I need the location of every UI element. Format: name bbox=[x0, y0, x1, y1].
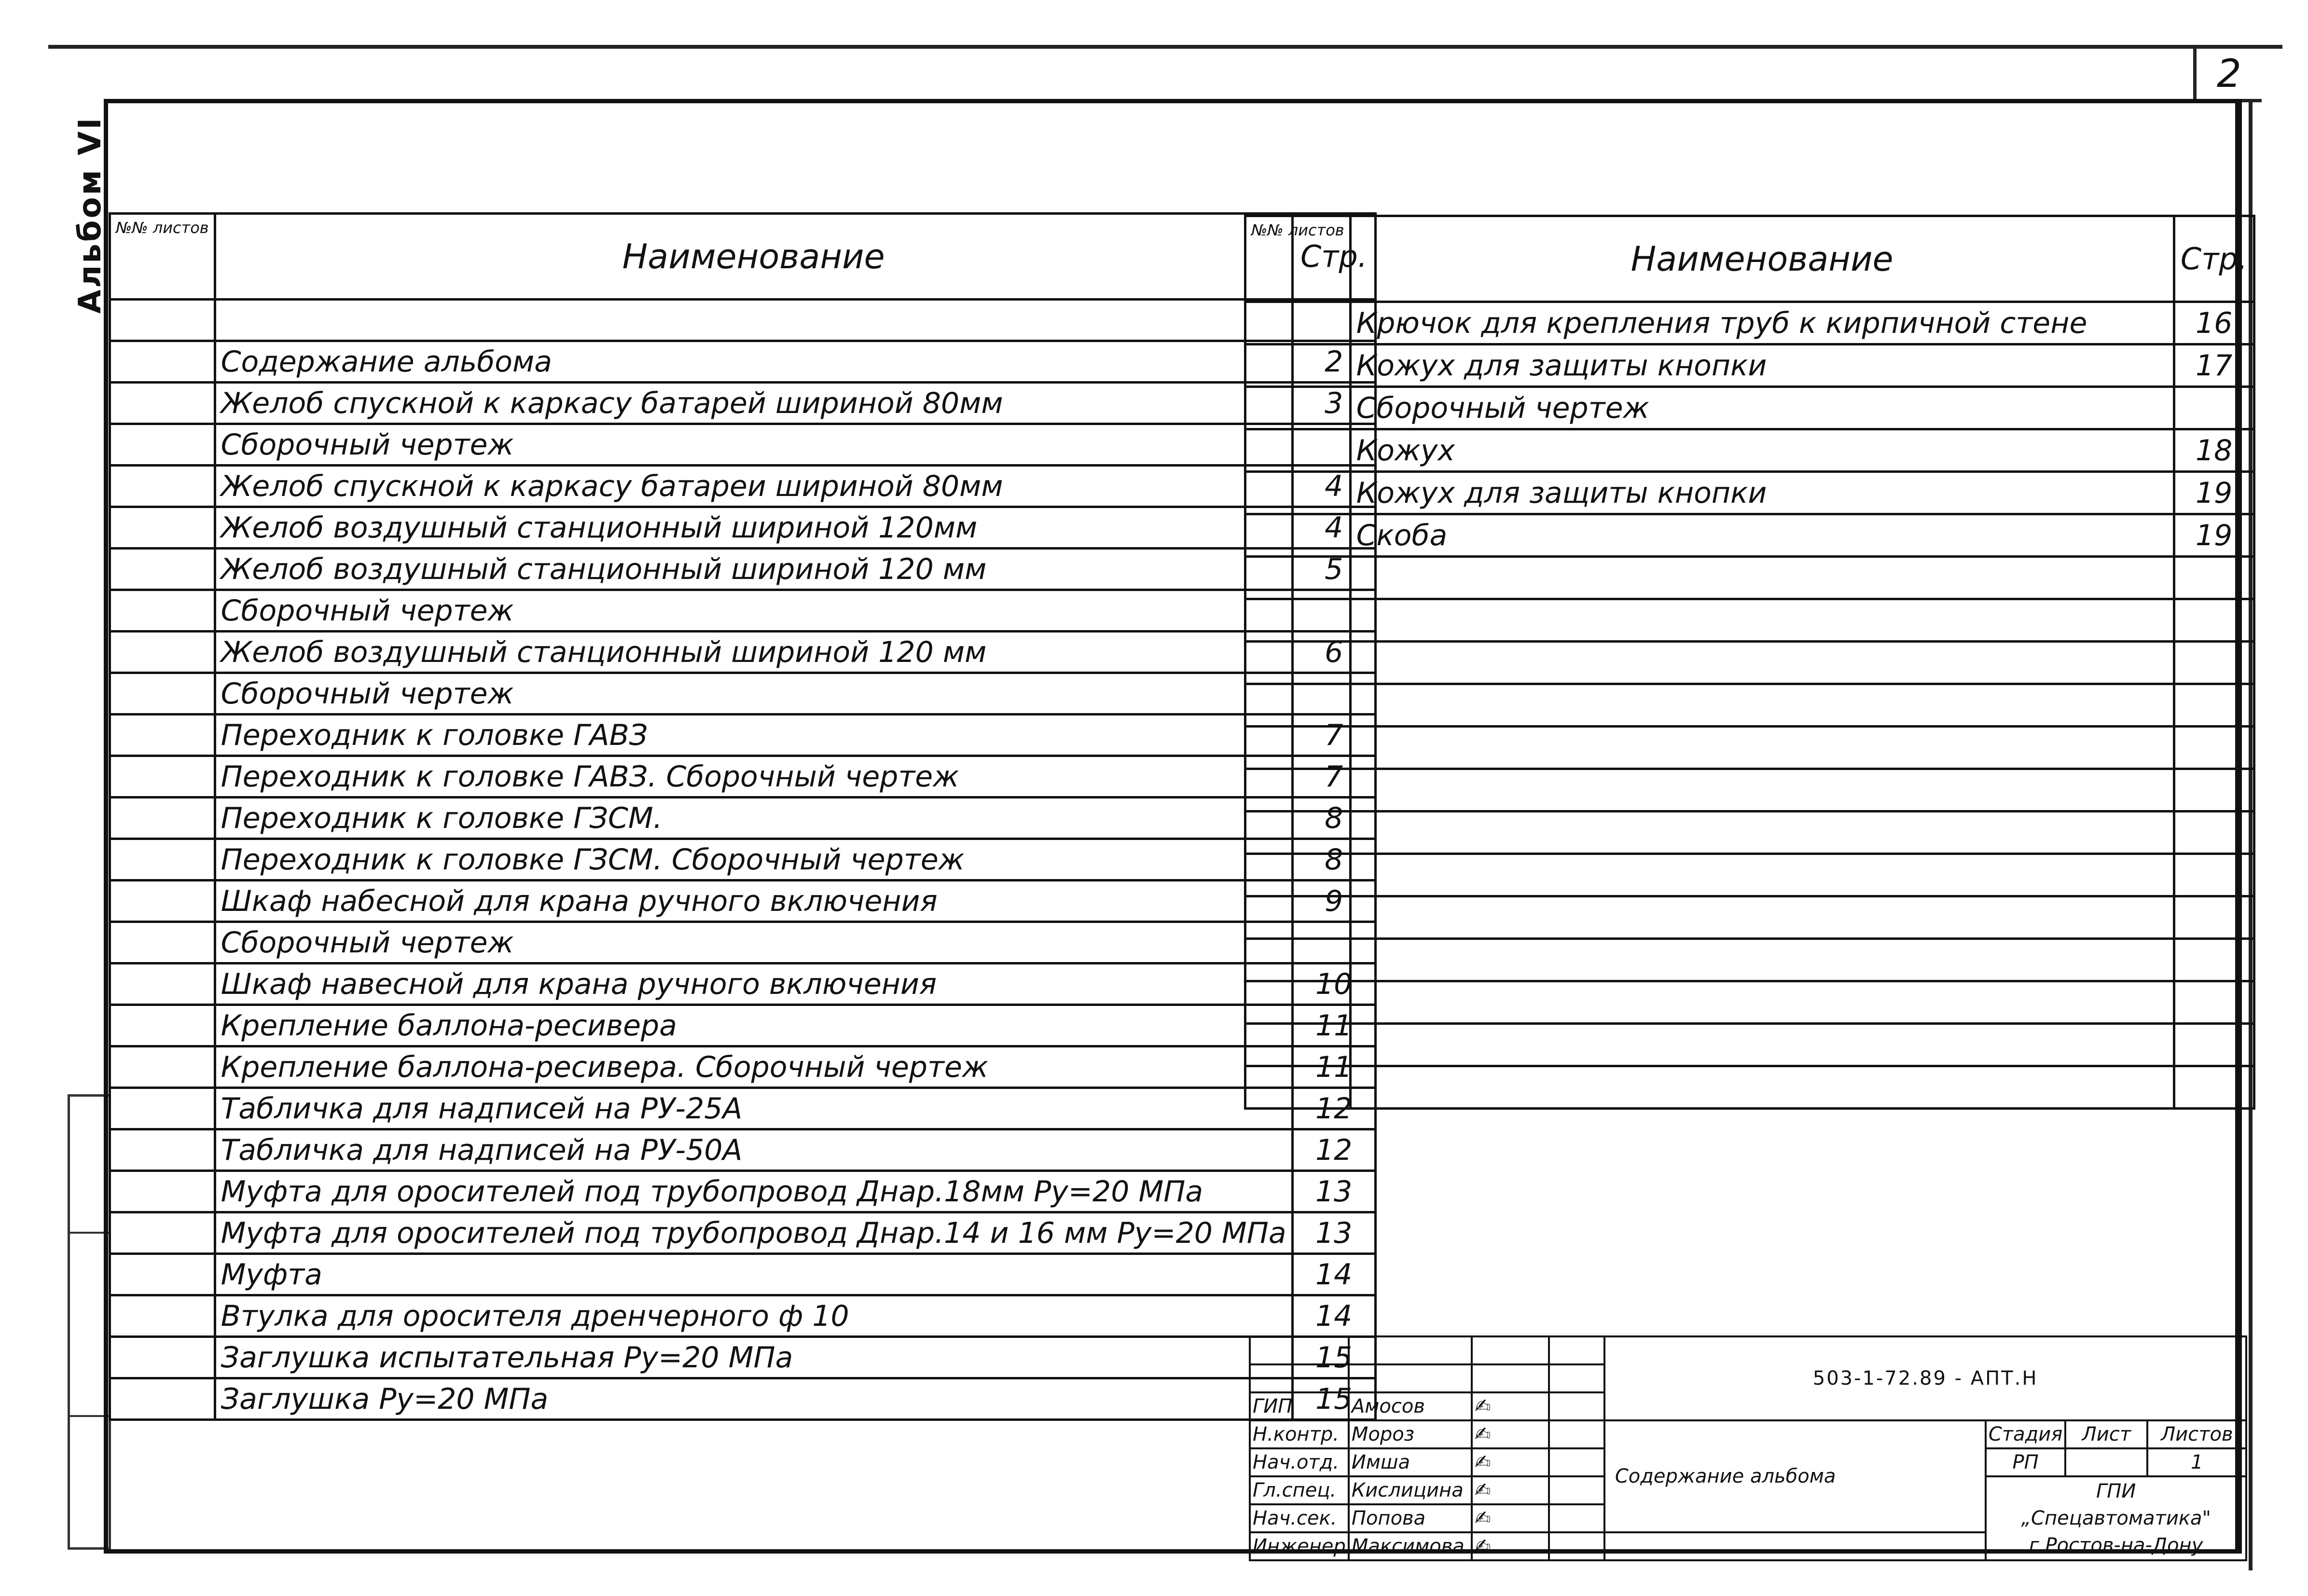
row-name: Желоб спускной к каркасу батареи шириной 80мм bbox=[215, 466, 1292, 507]
column-header-sheet-numbers: №№ листов bbox=[110, 214, 215, 300]
table-row bbox=[110, 1005, 1376, 1046]
staff-signature: ✍ bbox=[1472, 1420, 1549, 1448]
title-block-empty-cell bbox=[1549, 1476, 1604, 1504]
table-row bbox=[1245, 514, 2254, 557]
title-block-empty-cell bbox=[1549, 1336, 1604, 1364]
row-name: Сборочный чертеж bbox=[215, 590, 1292, 632]
row-page: 15 bbox=[1292, 1337, 1375, 1378]
row-sheet-number bbox=[1245, 344, 1351, 387]
row-page: 15 bbox=[1292, 1378, 1375, 1420]
row-sheet-number bbox=[110, 715, 215, 756]
row-name: Переходник к головке ГЗСМ. bbox=[215, 798, 1292, 839]
table-row bbox=[1245, 472, 2254, 514]
table-row bbox=[110, 1254, 1376, 1295]
margin-album-label: Альбом VI bbox=[72, 116, 108, 314]
title-block-empty-cell bbox=[1549, 1532, 1604, 1560]
row-name: Сборочный чертеж bbox=[215, 673, 1292, 715]
row-page: 8 bbox=[1292, 798, 1375, 839]
table-row bbox=[110, 300, 1376, 341]
row-sheet-number bbox=[110, 383, 215, 424]
table-row bbox=[1245, 302, 2254, 344]
table-row bbox=[110, 756, 1376, 798]
row-name: Табличка для надписей на РУ-50А bbox=[215, 1129, 1292, 1171]
row-sheet-number bbox=[1245, 854, 1351, 896]
row-name: Кожух для защиты кнопки bbox=[1350, 472, 2174, 514]
row-sheet-number bbox=[1245, 981, 1351, 1024]
row-sheet-number bbox=[110, 1212, 215, 1254]
title-block-empty-cell bbox=[1472, 1364, 1549, 1392]
top-border-line bbox=[48, 45, 2282, 49]
row-page bbox=[2174, 599, 2254, 642]
table-row bbox=[110, 1212, 1376, 1254]
table-row bbox=[110, 341, 1376, 383]
row-page bbox=[2174, 812, 2254, 854]
organization-block bbox=[1986, 1476, 2246, 1560]
row-name bbox=[1350, 599, 2174, 642]
row-page: 5 bbox=[1292, 549, 1375, 590]
row-name: Кожух для защиты кнопки bbox=[1350, 344, 2174, 387]
sheet-value bbox=[2065, 1448, 2147, 1476]
row-sheet-number bbox=[1245, 557, 1351, 599]
column-header-name: Наименование bbox=[1350, 216, 2174, 302]
row-name: Желоб воздушный станционный шириной 120мм bbox=[215, 507, 1292, 549]
table-row bbox=[110, 507, 1376, 549]
row-page: 2 bbox=[1292, 341, 1375, 383]
staff-name: Имша bbox=[1349, 1448, 1472, 1476]
title-block bbox=[1249, 1335, 2247, 1561]
staff-role: ГИП bbox=[1250, 1392, 1349, 1420]
table-row bbox=[110, 424, 1376, 466]
staff-signature: ✍ bbox=[1472, 1532, 1549, 1560]
table-row bbox=[110, 466, 1376, 507]
table-row bbox=[1245, 939, 2254, 981]
table-row bbox=[110, 881, 1376, 922]
sheets-label: Листов bbox=[2147, 1420, 2246, 1448]
row-sheet-number bbox=[110, 673, 215, 715]
staff-name: Попова bbox=[1349, 1504, 1472, 1532]
row-sheet-number bbox=[1245, 812, 1351, 854]
row-page: 3 bbox=[1292, 383, 1375, 424]
row-sheet-number bbox=[1245, 387, 1351, 429]
row-page bbox=[2174, 981, 2254, 1024]
table-row bbox=[1245, 684, 2254, 727]
table-row bbox=[110, 1129, 1376, 1171]
row-sheet-number bbox=[1245, 939, 1351, 981]
table-row bbox=[110, 1088, 1376, 1129]
table-row bbox=[110, 1337, 1376, 1378]
row-name bbox=[1350, 1066, 2174, 1109]
row-page: 12 bbox=[1292, 1088, 1375, 1129]
row-sheet-number bbox=[1245, 429, 1351, 472]
stage-value: РП bbox=[1986, 1448, 2065, 1476]
organization-line: г.Ростов-на-Дону bbox=[2029, 1534, 2203, 1556]
row-name: Переходник к головке ГЗСМ. Сборочный чертеж bbox=[215, 839, 1292, 881]
row-name: Желоб воздушный станционный шириной 120 мм bbox=[215, 549, 1292, 590]
row-sheet-number bbox=[1245, 599, 1351, 642]
row-name: Крепление баллона-ресивера bbox=[215, 1005, 1292, 1046]
table-row bbox=[110, 549, 1376, 590]
row-page: 7 bbox=[1292, 715, 1375, 756]
row-name bbox=[215, 300, 1292, 341]
table-row bbox=[110, 1171, 1376, 1212]
staff-name: Мороз bbox=[1349, 1420, 1472, 1448]
row-sheet-number bbox=[1245, 896, 1351, 939]
row-page: 12 bbox=[1292, 1129, 1375, 1171]
table-row bbox=[1245, 1024, 2254, 1066]
row-sheet-number bbox=[110, 881, 215, 922]
table-row bbox=[110, 1046, 1376, 1088]
staff-name: Кислицина bbox=[1349, 1476, 1472, 1504]
row-page: 11 bbox=[1292, 1005, 1375, 1046]
staff-signature: ✍ bbox=[1472, 1448, 1549, 1476]
table-row bbox=[110, 1295, 1376, 1337]
row-sheet-number bbox=[1245, 302, 1351, 344]
row-sheet-number bbox=[1245, 1066, 1351, 1109]
title-block-empty-cell bbox=[1549, 1448, 1604, 1476]
row-page: 11 bbox=[1292, 1046, 1375, 1088]
row-page: 19 bbox=[2174, 514, 2254, 557]
title-block-empty-cell bbox=[1549, 1392, 1604, 1420]
table-row bbox=[110, 590, 1376, 632]
row-name bbox=[1350, 981, 2174, 1024]
table-row bbox=[1245, 769, 2254, 812]
row-sheet-number bbox=[110, 590, 215, 632]
document-name: Содержание альбома bbox=[1604, 1420, 1986, 1532]
row-page: 6 bbox=[1292, 632, 1375, 673]
row-name: Желоб спускной к каркасу батарей шириной 80мм bbox=[215, 383, 1292, 424]
table-row bbox=[1245, 387, 2254, 429]
margin-album-stamp bbox=[46, 101, 108, 343]
row-page: 9 bbox=[1292, 881, 1375, 922]
table-row bbox=[110, 839, 1376, 881]
sheet-label: Лист bbox=[2065, 1420, 2147, 1448]
row-sheet-number bbox=[110, 756, 215, 798]
row-page bbox=[2174, 769, 2254, 812]
title-block-empty-cell bbox=[1349, 1336, 1472, 1364]
row-name: Заглушка Ру=20 МПа bbox=[215, 1378, 1292, 1420]
row-sheet-number bbox=[110, 1046, 215, 1088]
row-sheet-number bbox=[110, 549, 215, 590]
row-sheet-number bbox=[110, 839, 215, 881]
row-sheet-number bbox=[110, 1378, 215, 1420]
table-row bbox=[1245, 812, 2254, 854]
row-name bbox=[1350, 557, 2174, 599]
title-block-empty-cell bbox=[1250, 1364, 1349, 1392]
table-row bbox=[110, 715, 1376, 756]
row-name bbox=[1350, 684, 2174, 727]
organization-line: „Спецавтоматика" bbox=[2021, 1507, 2211, 1529]
staff-signature: ✍ bbox=[1472, 1476, 1549, 1504]
column-header-page: Стр. bbox=[1292, 214, 1375, 300]
organization-line: ГПИ bbox=[2096, 1480, 2136, 1502]
table-row bbox=[110, 673, 1376, 715]
row-page bbox=[2174, 727, 2254, 769]
table-header-row bbox=[1245, 216, 2254, 302]
row-page bbox=[2174, 387, 2254, 429]
title-block-empty-cell bbox=[1349, 1364, 1472, 1392]
table-row bbox=[1245, 344, 2254, 387]
row-page: 7 bbox=[1292, 756, 1375, 798]
title-block-empty-cell bbox=[1604, 1532, 1986, 1560]
row-sheet-number bbox=[1245, 642, 1351, 684]
row-page: 10 bbox=[1292, 963, 1375, 1005]
row-page: 8 bbox=[1292, 839, 1375, 881]
row-page: 4 bbox=[1292, 466, 1375, 507]
row-name: Заглушка испытательная Ру=20 МПа bbox=[215, 1337, 1292, 1378]
row-sheet-number bbox=[110, 1129, 215, 1171]
row-page: 13 bbox=[1292, 1212, 1375, 1254]
staff-name: Амосов bbox=[1349, 1392, 1472, 1420]
row-name: Сборочный чертеж bbox=[215, 424, 1292, 466]
row-page bbox=[2174, 854, 2254, 896]
row-sheet-number bbox=[110, 1171, 215, 1212]
row-name: Втулка для оросителя дренчерного ф 10 bbox=[215, 1295, 1292, 1337]
row-sheet-number bbox=[1245, 514, 1351, 557]
row-name: Скоба bbox=[1350, 514, 2174, 557]
row-sheet-number bbox=[110, 1088, 215, 1129]
row-sheet-number bbox=[1245, 769, 1351, 812]
title-block-empty-cell bbox=[1549, 1504, 1604, 1532]
row-page bbox=[2174, 557, 2254, 599]
row-sheet-number bbox=[1245, 1024, 1351, 1066]
row-name: Крепление баллона-ресивера. Сборочный чертеж bbox=[215, 1046, 1292, 1088]
table-row bbox=[1245, 896, 2254, 939]
row-page bbox=[2174, 642, 2254, 684]
row-name: Сборочный чертеж bbox=[215, 922, 1292, 963]
table-row bbox=[1245, 557, 2254, 599]
table-row bbox=[1245, 981, 2254, 1024]
row-name: Сборочный чертеж bbox=[1350, 387, 2174, 429]
table-header-row bbox=[110, 214, 1376, 300]
column-header-name: Наименование bbox=[215, 214, 1292, 300]
row-name: Муфта для оросителей под трубопровод Днар.14 и 16 мм Ру=20 МПа bbox=[215, 1212, 1292, 1254]
row-name: Переходник к головке ГАВЗ bbox=[215, 715, 1292, 756]
staff-role: Гл.спец. bbox=[1250, 1476, 1349, 1504]
row-name: Табличка для надписей на РУ-25А bbox=[215, 1088, 1292, 1129]
row-name: Шкаф навесной для крана ручного включения bbox=[215, 963, 1292, 1005]
row-name bbox=[1350, 642, 2174, 684]
table-row bbox=[110, 798, 1376, 839]
row-name bbox=[1350, 1024, 2174, 1066]
table-row bbox=[1245, 599, 2254, 642]
side-margin-divider bbox=[70, 1415, 109, 1417]
row-page bbox=[2174, 684, 2254, 727]
row-name: Содержание альбома bbox=[215, 341, 1292, 383]
row-sheet-number bbox=[110, 507, 215, 549]
row-page bbox=[2174, 939, 2254, 981]
row-sheet-number bbox=[1245, 727, 1351, 769]
table-row bbox=[110, 383, 1376, 424]
staff-role: Нач.отд. bbox=[1250, 1448, 1349, 1476]
table-row bbox=[1245, 727, 2254, 769]
row-name: Крючок для крепления труб к кирпичной стене bbox=[1350, 302, 2174, 344]
row-page: 17 bbox=[2174, 344, 2254, 387]
staff-signature: ✍ bbox=[1472, 1392, 1549, 1420]
side-margin-divider bbox=[70, 1232, 109, 1234]
table-row bbox=[1245, 642, 2254, 684]
row-page: 16 bbox=[2174, 302, 2254, 344]
row-page: 14 bbox=[1292, 1295, 1375, 1337]
title-block-empty-cell bbox=[1549, 1420, 1604, 1448]
stage-label: Стадия bbox=[1986, 1420, 2065, 1448]
sheets-value: 1 bbox=[2147, 1448, 2246, 1476]
row-name: Шкаф набесной для крана ручного включения bbox=[215, 881, 1292, 922]
table-row bbox=[110, 922, 1376, 963]
column-header-sheet-numbers: №№ листов bbox=[1245, 216, 1351, 302]
row-name bbox=[1350, 727, 2174, 769]
row-name: Желоб воздушный станционный шириной 120 мм bbox=[215, 632, 1292, 673]
table-row bbox=[1245, 429, 2254, 472]
row-sheet-number bbox=[110, 341, 215, 383]
table-row bbox=[110, 632, 1376, 673]
row-sheet-number bbox=[110, 798, 215, 839]
right-index-table bbox=[1244, 215, 2255, 1110]
row-sheet-number bbox=[110, 922, 215, 963]
row-sheet-number bbox=[110, 466, 215, 507]
row-sheet-number bbox=[110, 1337, 215, 1378]
table-row bbox=[110, 1378, 1376, 1420]
row-sheet-number bbox=[1245, 684, 1351, 727]
row-sheet-number bbox=[110, 424, 215, 466]
staff-signature: ✍ bbox=[1472, 1504, 1549, 1532]
row-page: 4 bbox=[1292, 507, 1375, 549]
row-name bbox=[1350, 812, 2174, 854]
row-page: 14 bbox=[1292, 1254, 1375, 1295]
table-row bbox=[1245, 854, 2254, 896]
row-sheet-number bbox=[1245, 472, 1351, 514]
row-name bbox=[1350, 896, 2174, 939]
row-name: Переходник к головке ГАВЗ. Сборочный чертеж bbox=[215, 756, 1292, 798]
row-name bbox=[1350, 769, 2174, 812]
left-index-table bbox=[109, 212, 1377, 1421]
staff-name: Максимова bbox=[1349, 1532, 1472, 1560]
row-page: 19 bbox=[2174, 472, 2254, 514]
row-sheet-number bbox=[110, 632, 215, 673]
row-sheet-number bbox=[110, 1005, 215, 1046]
row-page bbox=[2174, 1024, 2254, 1066]
row-sheet-number bbox=[110, 1254, 215, 1295]
row-name: Муфта bbox=[215, 1254, 1292, 1295]
staff-role: Инженер bbox=[1250, 1532, 1349, 1560]
row-page: 18 bbox=[2174, 429, 2254, 472]
row-sheet-number bbox=[110, 1295, 215, 1337]
row-name: Кожух bbox=[1350, 429, 2174, 472]
column-header-page: Стр. bbox=[2174, 216, 2254, 302]
title-block-empty-cell bbox=[1472, 1336, 1549, 1364]
title-block-empty-cell bbox=[1250, 1336, 1349, 1364]
row-page bbox=[2174, 1066, 2254, 1109]
table-row bbox=[1245, 1066, 2254, 1109]
table-row bbox=[110, 963, 1376, 1005]
row-page bbox=[2174, 896, 2254, 939]
sheet-number-box: 2 bbox=[2193, 48, 2262, 102]
row-sheet-number bbox=[110, 300, 215, 341]
row-name bbox=[1350, 939, 2174, 981]
row-name bbox=[1350, 854, 2174, 896]
row-name: Муфта для оросителей под трубопровод Днар.18мм Ру=20 МПа bbox=[215, 1171, 1292, 1212]
staff-role: Нач.сек. bbox=[1250, 1504, 1349, 1532]
row-sheet-number bbox=[110, 963, 215, 1005]
title-block-empty-cell bbox=[1549, 1364, 1604, 1392]
row-page: 13 bbox=[1292, 1171, 1375, 1212]
staff-role: Н.контр. bbox=[1250, 1420, 1349, 1448]
document-designation: 503-1-72.89 - АПТ.Н bbox=[1604, 1336, 2246, 1420]
